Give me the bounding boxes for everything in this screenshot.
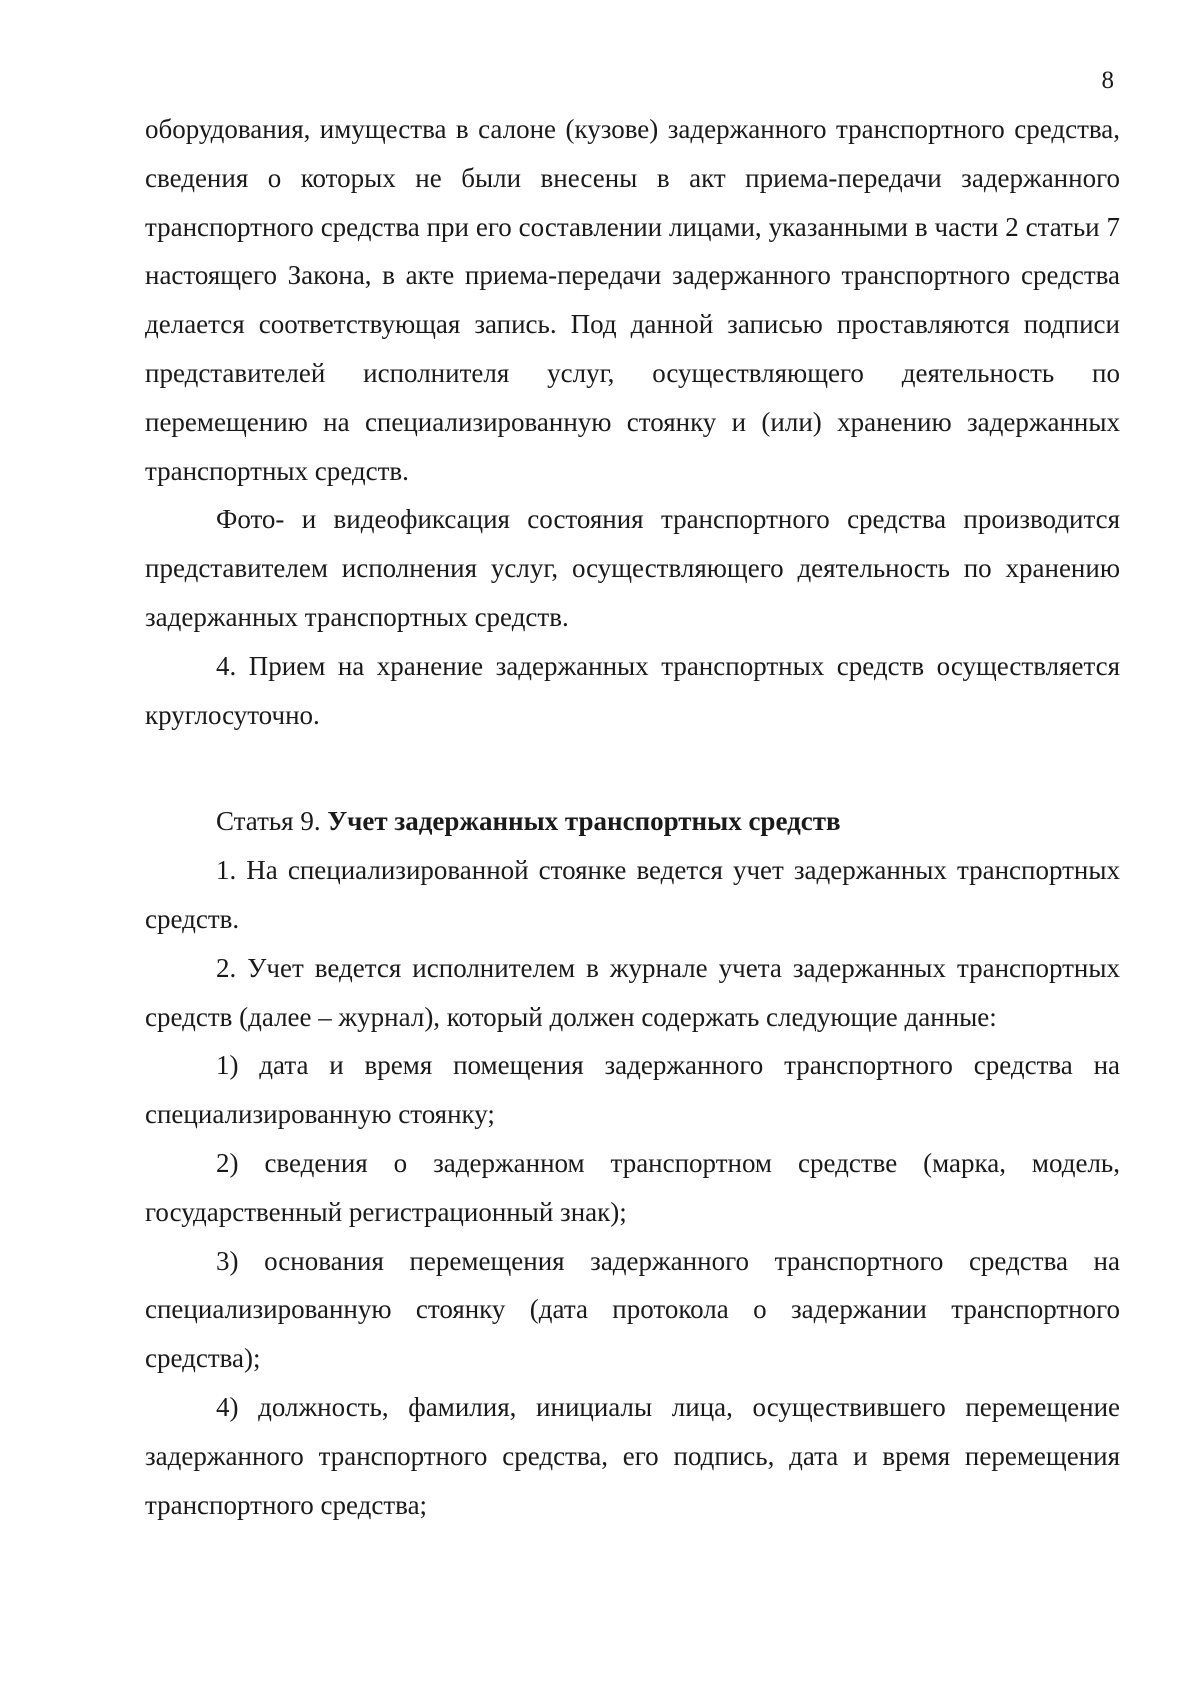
page-number: 8	[1101, 67, 1114, 94]
paragraph-item-4: 4. Прием на хранение задержанных транспортных средств осуществляется круглосуточно.	[145, 650, 1120, 730]
article-item-2: 2. Учет ведется исполнителем в журнале учета задержанных транспортных средств (далее – журнал), который должен содержать следующие данные:	[145, 952, 1120, 1032]
journal-field-4: 4) должность, фамилия, инициалы лица, осуществившего перемещение задержанного транспортного средства, его подпись, дата и время перемещения транспортного средства;	[145, 1391, 1120, 1520]
journal-field-2: 2) сведения о задержанном транспортном средстве (марка, модель, государственный регистрационный знак);	[145, 1147, 1120, 1227]
article-prefix: Статья 9.	[216, 806, 328, 837]
document-body	[145, 105, 1120, 1529]
paragraph-photo-video: Фото- и видеофиксация состояния транспортного средства производится представителем исполнения услуг, осуществляющего деятельность по хранению задержанных транспортных средств.	[145, 504, 1120, 632]
article-title: Учет задержанных транспортных средств	[327, 806, 841, 837]
paragraph-continuation: оборудования, имущества в салоне (кузове) задержанного транспортного средства, сведения о которых не были внесены в акт приема-передачи задержанного транспортного средства при его составлении лицами, указанными в части 2 статьи 7 настоящего Закона, в акте приема-передачи задержанного транспортного средства делается соответствующая запись. Под данной записью проставляются подписи представителей исполнителя услуг, осуществляющего деятельность по перемещению на специализированную стоянку и (или) хранению задержанных транспортных средств.	[145, 114, 1120, 486]
article-item-1: 1. На специализированной стоянке ведется учет задержанных транспортных средств.	[145, 855, 1120, 934]
article-heading	[145, 797, 1120, 846]
journal-field-1: 1) дата и время помещения задержанного транспортного средства на специализированную стоянку;	[145, 1050, 1120, 1130]
journal-field-3: 3) основания перемещения задержанного транспортного средства на специализированную стоянку (дата протокола о задержании транспортного средства);	[145, 1245, 1120, 1374]
